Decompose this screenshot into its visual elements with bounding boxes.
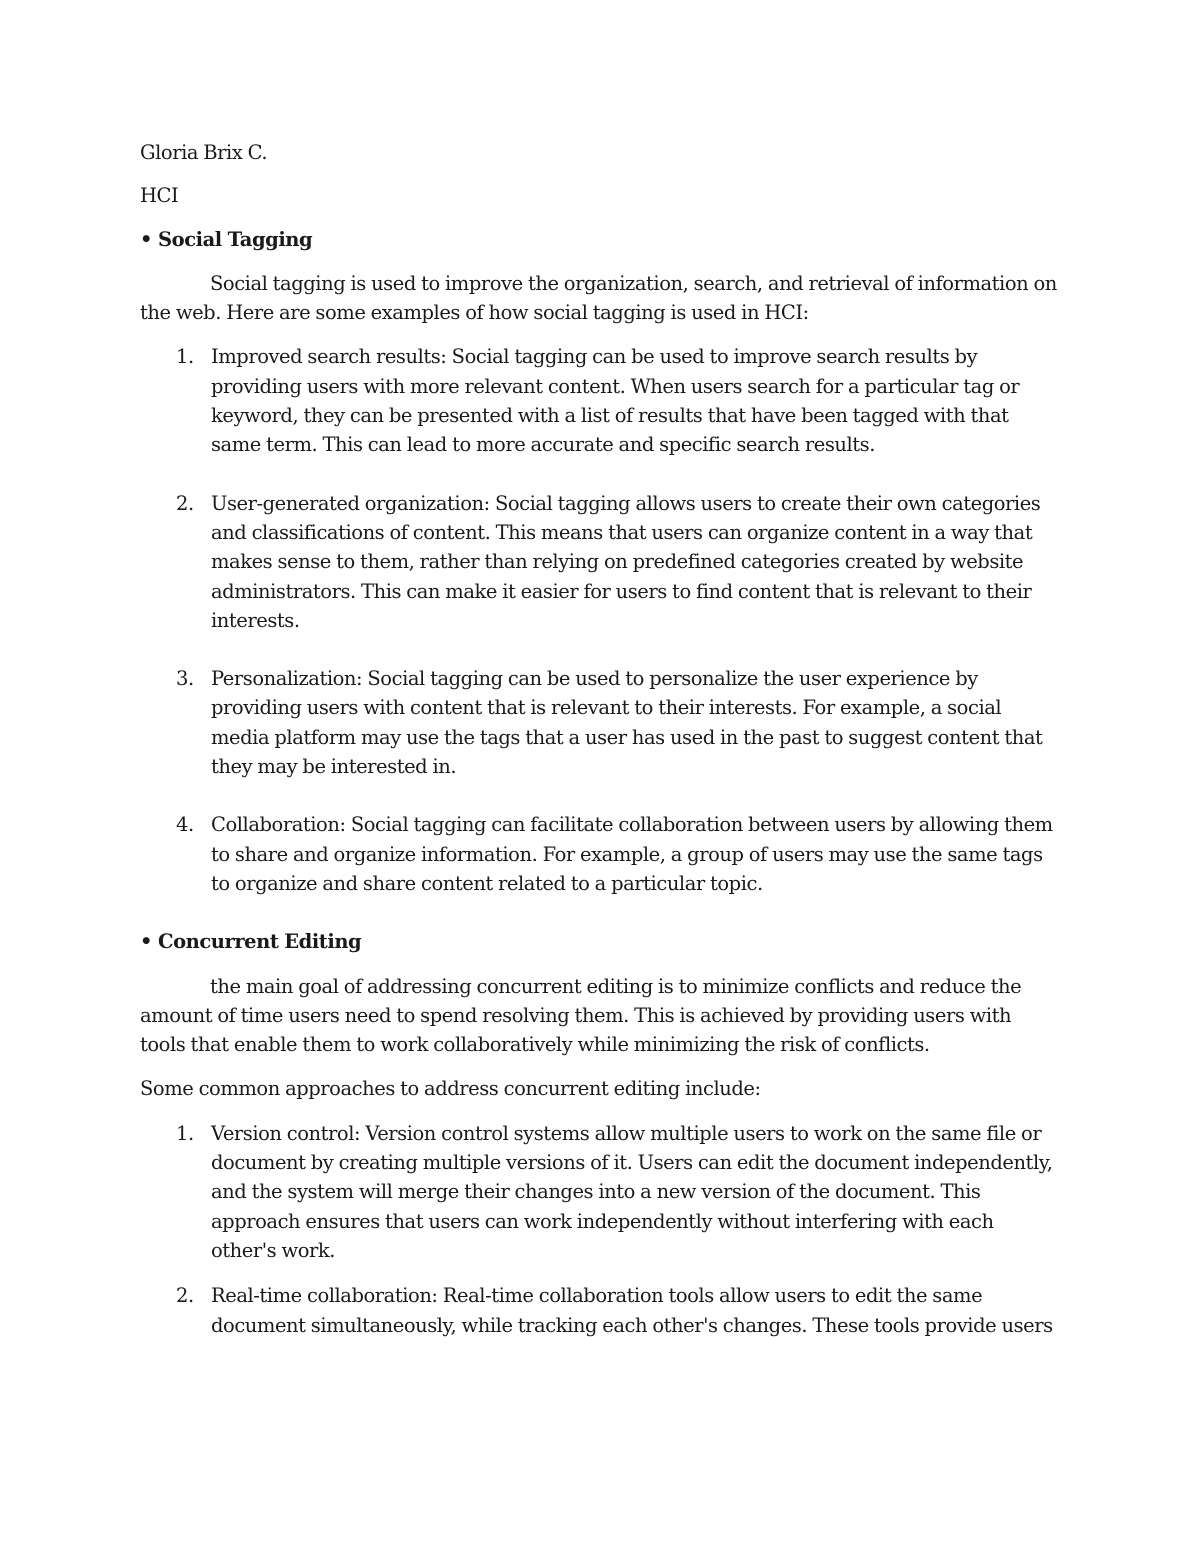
author-name: Gloria Brix C. — [140, 141, 268, 164]
bullet-icon: • — [140, 930, 153, 954]
list-item-number: 2. — [176, 491, 194, 515]
list-item-number: 3. — [176, 667, 194, 691]
list-item — [140, 1119, 1060, 1265]
list-item-text: User-generated organization: Social tagging allows users to create their own categories and classifications of content. This means that users can organize content in a way that makes sense to them, rather than relying on predefined categories created by website administrators. This can make it easier for users to find content that is relevant to their interests. — [211, 491, 1041, 632]
list-item-text: Personalization: Social tagging can be used to personalize the user experience by providing users with content that is relevant to their interests. For example, a social media platform may use the tags that a user has used in the past to suggest content that they may be interested in. — [211, 667, 1043, 779]
section-heading-text: Social Tagging — [158, 227, 313, 251]
list-item-text: Real-time collaboration: Real-time collaboration tools allow users to edit the same document simultaneously, while tracking each other's changes. These tools provide users — [211, 1284, 1053, 1337]
section-heading-social-tagging — [140, 225, 1060, 254]
list-item-number: 2. — [176, 1284, 194, 1308]
list-item — [140, 810, 1060, 898]
section-intro-paragraph: the main goal of addressing concurrent editing is to minimize conflicts and reduce the amount of time users need to spend resolving them. This is achieved by providing users with tools that enable them to work collaboratively while minimizing the risk of conflicts. — [140, 974, 1022, 1057]
list-item-text: Improved search results: Social tagging can be used to improve search results by providing users with more relevant content. When users search for a particular tag or keyword, they can be presented with a list of results that have been tagged with that same term. This can lead to more accurate and specific search results. — [211, 345, 1020, 457]
list-item-number: 1. — [176, 1121, 194, 1145]
list-item — [140, 664, 1060, 781]
section-lead-paragraph: Some common approaches to address concurrent editing include: — [140, 1077, 761, 1101]
concurrent-editing-list — [140, 1119, 1060, 1340]
list-item — [140, 1281, 1060, 1340]
social-tagging-list — [140, 342, 1060, 898]
list-item-text: Collaboration: Social tagging can facilitate collaboration between users by allowing them to share and organize information. For example, a group of users may use the same tags to organize and share content related to a particular topic. — [211, 813, 1053, 895]
section-heading-concurrent-editing — [140, 927, 1060, 956]
course-name: HCI — [140, 184, 179, 208]
list-item-number: 4. — [176, 813, 194, 837]
list-item-text: Version control: Version control systems allow multiple users to work on the same file or document by creating multiple versions of it. Users can edit the document independently, and the system will merge their changes into a new version of the document. This approach ensures that users can work independently without interfering with each other's work. — [211, 1121, 1053, 1262]
list-item — [140, 489, 1060, 635]
section-heading-text: Concurrent Editing — [158, 930, 362, 954]
document-body — [140, 138, 1060, 1356]
bullet-icon: • — [140, 227, 153, 251]
list-item — [140, 342, 1060, 459]
section-intro-paragraph: Social tagging is used to improve the organization, search, and retrieval of information on the web. Here are some examples of how social tagging is used in HCI: — [140, 271, 1057, 325]
list-item-number: 1. — [176, 345, 194, 369]
